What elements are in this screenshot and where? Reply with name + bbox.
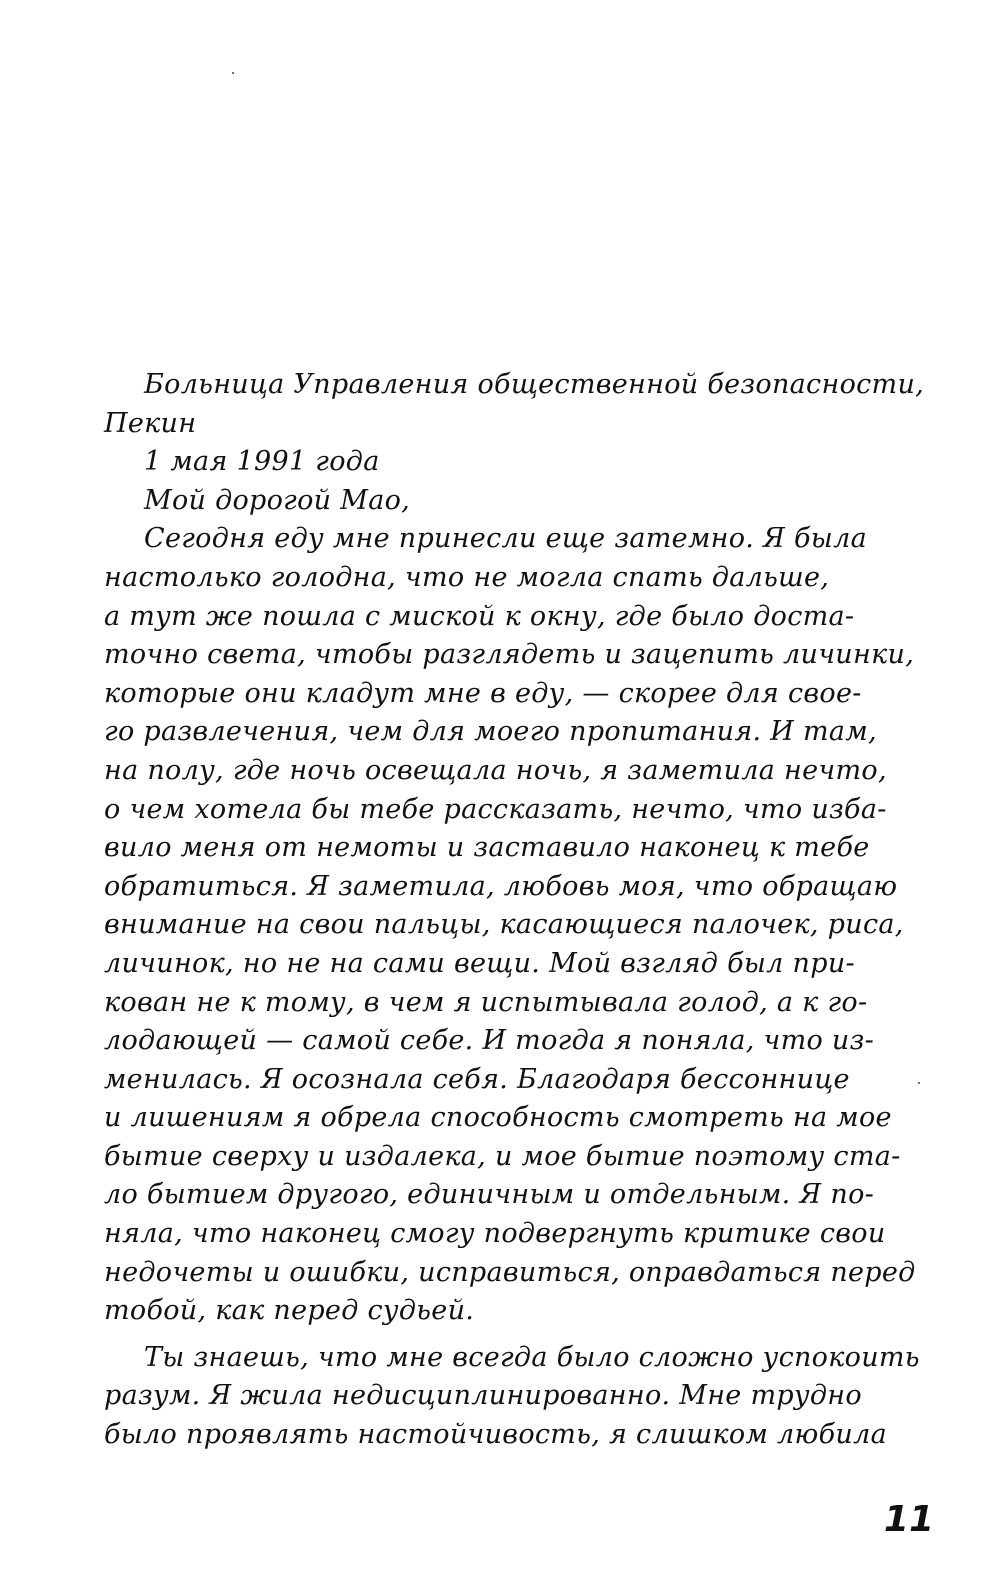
paragraph-2-line: Ты знаешь, что мне всегда было сложно успокоить: [144, 1341, 920, 1373]
paragraph-1-line: ло бытием другого, единичным и отдельным. Я по-: [104, 1179, 875, 1211]
paragraph-1-line: тобой, как перед судьей.: [104, 1295, 475, 1327]
paper-speck: [232, 72, 234, 74]
paragraph-2-line: было проявлять настойчивость, я слишком любила: [104, 1419, 887, 1451]
paragraph-1-line: личинок, но не на сами вещи. Мой взгляд был при-: [104, 947, 855, 979]
paragraph-1-line: лодающей — самой себе. И тогда я поняла, что из-: [104, 1025, 875, 1057]
paragraph-1-line: няла, что наконец смогу подвергнуть критике свои: [104, 1218, 886, 1250]
paragraph-1-line: вило меня от немоты и заставило наконец к тебе: [104, 832, 870, 864]
paragraph-1-line: о чем хотела бы тебе рассказать, нечто, что изба-: [104, 793, 887, 825]
paragraph-1-line: обратиться. Я заметила, любовь моя, что обращаю: [104, 870, 898, 902]
letter-salutation: Мой дорогой Мао,: [144, 484, 411, 516]
letter-place-line-2: Пекин: [104, 407, 197, 439]
paragraph-1-line: кован не к тому, в чем я испытывала голод, а к го-: [104, 986, 868, 1018]
paragraph-2-line: разум. Я жила недисциплинированно. Мне трудно: [104, 1380, 862, 1412]
paragraph-1-line: на полу, где ночь освещала ночь, я заметила нечто,: [104, 754, 887, 786]
letter-place-line-1: Больница Управления общественной безопасности,: [144, 369, 925, 400]
paragraph-gap: [104, 1331, 924, 1339]
paragraph-1-line: внимание на свои пальцы, касающиеся палочек, риса,: [104, 909, 904, 941]
paragraph-1-line: Сегодня еду мне принесли еще затемно. Я была: [144, 523, 867, 555]
paragraph-1-line: а тут же пошла с миской к окну, где было доста-: [104, 600, 855, 632]
paragraph-1-line: бытие сверху и издалека, и мое бытие поэтому ста-: [104, 1140, 901, 1172]
handwritten-letter: [104, 366, 924, 1455]
paragraph-1-line: которые они кладут мне в еду, — скорее для свое-: [104, 677, 862, 709]
paragraph-1-line: недочеты и ошибки, исправиться, оправдаться перед: [104, 1256, 916, 1288]
paragraph-1-line: точно света, чтобы разглядеть и зацепить личинки,: [104, 639, 915, 671]
paragraph-1-line: и лишениям я обрела способность смотреть на мое: [104, 1102, 892, 1134]
paragraph-1-line: менилась. Я осознала себя. Благодаря бессоннице: [104, 1063, 850, 1095]
paper-speck: [918, 1082, 920, 1084]
paragraph-1-line: го развлечения, чем для моего пропитания. И там,: [104, 716, 877, 748]
paragraph-1-line: настолько голодна, что не могла спать дальше,: [104, 561, 830, 593]
letter-date: 1 мая 1991 года: [144, 446, 380, 478]
page-number: 11: [883, 1499, 934, 1540]
